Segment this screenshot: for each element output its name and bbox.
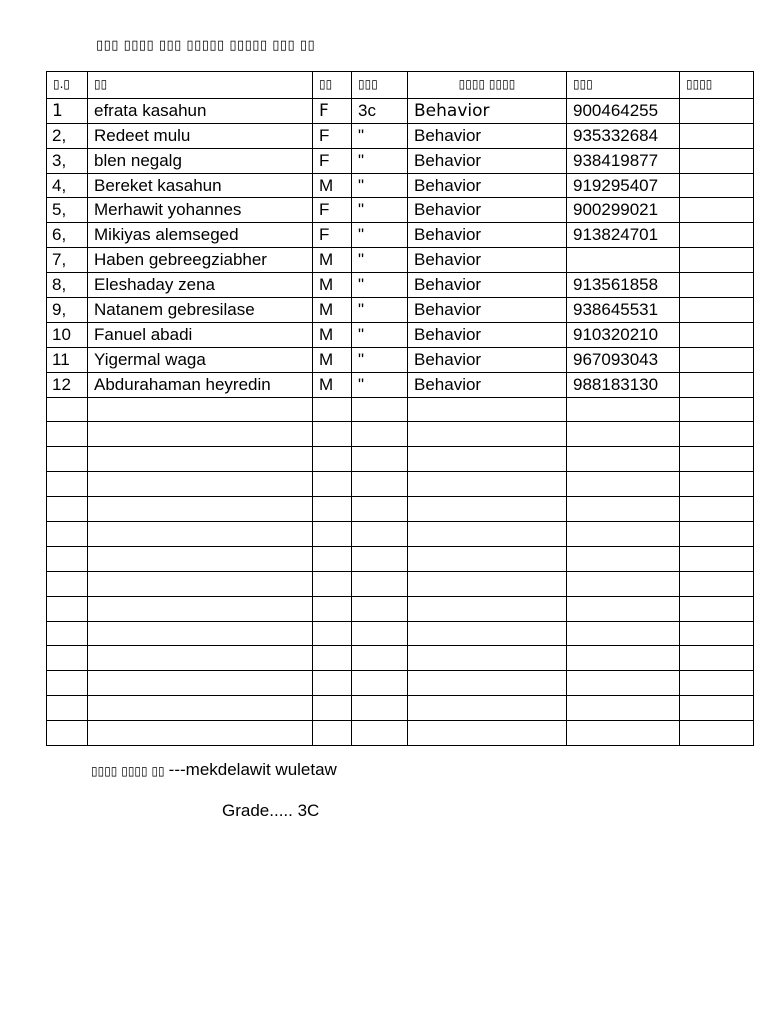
cell-phone: 919295407 xyxy=(567,173,680,198)
cell-sex: M xyxy=(313,248,352,273)
cell-number xyxy=(47,522,88,547)
cell-sex xyxy=(313,397,352,422)
cell-phone: 938419877 xyxy=(567,148,680,173)
cell-number: 12 xyxy=(47,372,88,397)
cell-grade: " xyxy=(352,123,408,148)
cell-grade xyxy=(352,397,408,422)
table-row xyxy=(47,646,754,671)
cell-phone xyxy=(567,447,680,472)
cell-phone: 967093043 xyxy=(567,347,680,372)
cell-name xyxy=(88,646,313,671)
cell-type: Behavior xyxy=(408,148,567,173)
cell-type: Behavior xyxy=(408,173,567,198)
cell-number: 7, xyxy=(47,248,88,273)
cell-remark xyxy=(680,546,754,571)
cell-number xyxy=(47,571,88,596)
table-row xyxy=(47,173,754,198)
cell-sex xyxy=(313,472,352,497)
cell-type xyxy=(408,621,567,646)
cell-name xyxy=(88,721,313,746)
cell-sex xyxy=(313,596,352,621)
cell-sex: M xyxy=(313,173,352,198)
cell-type xyxy=(408,546,567,571)
cell-sex xyxy=(313,621,352,646)
cell-phone xyxy=(567,248,680,273)
header-grade: ▯▯▯ xyxy=(352,72,408,99)
cell-remark xyxy=(680,298,754,323)
cell-remark xyxy=(680,422,754,447)
cell-remark xyxy=(680,173,754,198)
cell-remark xyxy=(680,522,754,547)
cell-type xyxy=(408,646,567,671)
cell-name: Haben gebreegziabher xyxy=(88,248,313,273)
cell-remark xyxy=(680,447,754,472)
student-table xyxy=(46,71,754,746)
table-header-row xyxy=(47,72,754,99)
cell-type xyxy=(408,571,567,596)
cell-grade xyxy=(352,571,408,596)
cell-type xyxy=(408,397,567,422)
cell-name: Eleshaday zena xyxy=(88,273,313,298)
cell-number xyxy=(47,596,88,621)
table-row xyxy=(47,696,754,721)
cell-remark xyxy=(680,397,754,422)
cell-grade xyxy=(352,596,408,621)
cell-remark xyxy=(680,696,754,721)
cell-name xyxy=(88,621,313,646)
cell-name: blen negalg xyxy=(88,148,313,173)
header-type: ▯▯▯▯ ▯▯▯▯ xyxy=(408,72,567,99)
cell-grade: " xyxy=(352,148,408,173)
table-row xyxy=(47,148,754,173)
cell-type xyxy=(408,596,567,621)
cell-name xyxy=(88,546,313,571)
cell-number xyxy=(47,696,88,721)
cell-sex xyxy=(313,546,352,571)
cell-phone xyxy=(567,397,680,422)
cell-grade: " xyxy=(352,322,408,347)
cell-name xyxy=(88,571,313,596)
cell-number: 5, xyxy=(47,198,88,223)
cell-phone xyxy=(567,696,680,721)
cell-number: 3, xyxy=(47,148,88,173)
cell-sex xyxy=(313,646,352,671)
cell-type xyxy=(408,522,567,547)
cell-number xyxy=(47,546,88,571)
cell-phone: 910320210 xyxy=(567,322,680,347)
cell-remark xyxy=(680,322,754,347)
cell-remark xyxy=(680,372,754,397)
cell-name: Yigermal waga xyxy=(88,347,313,372)
cell-name: Mikiyas alemseged xyxy=(88,223,313,248)
cell-remark xyxy=(680,621,754,646)
table-row xyxy=(47,721,754,746)
cell-number: 2, xyxy=(47,123,88,148)
cell-phone xyxy=(567,522,680,547)
cell-number xyxy=(47,646,88,671)
cell-name: Merhawit yohannes xyxy=(88,198,313,223)
cell-name xyxy=(88,522,313,547)
cell-grade xyxy=(352,696,408,721)
table-row xyxy=(47,273,754,298)
header-remark: ▯▯▯▯ xyxy=(680,72,754,99)
cell-sex xyxy=(313,447,352,472)
cell-remark xyxy=(680,223,754,248)
cell-number: 4, xyxy=(47,173,88,198)
cell-type: Behavior xyxy=(408,347,567,372)
cell-type: Behavior xyxy=(408,298,567,323)
cell-phone xyxy=(567,721,680,746)
cell-sex: M xyxy=(313,347,352,372)
cell-number: 9, xyxy=(47,298,88,323)
cell-type: Behavior xyxy=(408,223,567,248)
cell-name: Redeet mulu xyxy=(88,123,313,148)
cell-grade xyxy=(352,472,408,497)
cell-sex: M xyxy=(313,298,352,323)
cell-number xyxy=(47,397,88,422)
cell-phone xyxy=(567,571,680,596)
table-row xyxy=(47,522,754,547)
cell-phone: 988183130 xyxy=(567,372,680,397)
table-row xyxy=(47,298,754,323)
cell-name xyxy=(88,671,313,696)
table-row xyxy=(47,98,754,123)
header-name: ▯▯ xyxy=(88,72,313,99)
cell-type: Behavior xyxy=(408,322,567,347)
cell-remark xyxy=(680,273,754,298)
cell-name: efrata kasahun xyxy=(88,98,313,123)
cell-name: Natanem gebresilase xyxy=(88,298,313,323)
cell-type xyxy=(408,422,567,447)
cell-phone: 900299021 xyxy=(567,198,680,223)
cell-grade xyxy=(352,422,408,447)
table-row xyxy=(47,596,754,621)
cell-remark xyxy=(680,497,754,522)
cell-type xyxy=(408,696,567,721)
cell-name xyxy=(88,472,313,497)
cell-sex: M xyxy=(313,372,352,397)
cell-type: Behavior xyxy=(408,372,567,397)
cell-name xyxy=(88,497,313,522)
cell-sex xyxy=(313,571,352,596)
table-row xyxy=(47,123,754,148)
table-row xyxy=(47,347,754,372)
table-row xyxy=(47,546,754,571)
cell-grade: " xyxy=(352,372,408,397)
header-number: ▯.▯ xyxy=(47,72,88,99)
header-phone: ▯▯▯ xyxy=(567,72,680,99)
cell-grade: 3c xyxy=(352,98,408,123)
teacher-line xyxy=(91,760,337,780)
cell-name xyxy=(88,397,313,422)
cell-phone xyxy=(567,596,680,621)
cell-number: 1 xyxy=(47,98,88,123)
cell-type: Behavior xyxy=(408,123,567,148)
teacher-label: ▯▯▯▯ ▯▯▯▯ ▯▯ xyxy=(91,764,165,778)
cell-remark xyxy=(680,721,754,746)
table-row xyxy=(47,397,754,422)
cell-remark xyxy=(680,148,754,173)
cell-remark xyxy=(680,347,754,372)
table-row xyxy=(47,472,754,497)
cell-number xyxy=(47,422,88,447)
cell-name xyxy=(88,447,313,472)
cell-grade xyxy=(352,522,408,547)
cell-number: 6, xyxy=(47,223,88,248)
cell-number xyxy=(47,447,88,472)
cell-name: Abdurahaman heyredin xyxy=(88,372,313,397)
cell-remark xyxy=(680,248,754,273)
cell-number xyxy=(47,721,88,746)
cell-sex: F xyxy=(313,98,352,123)
cell-sex: F xyxy=(313,123,352,148)
cell-number xyxy=(47,497,88,522)
cell-sex xyxy=(313,696,352,721)
cell-grade: " xyxy=(352,273,408,298)
cell-grade xyxy=(352,447,408,472)
page-title: ▯▯▯ ▯▯▯▯ ▯▯▯ ▯▯▯▯▯ ▯▯▯▯▯ ▯▯▯ ▯▯ xyxy=(96,38,316,53)
cell-grade: " xyxy=(352,347,408,372)
cell-number xyxy=(47,472,88,497)
grade-line: Grade..... 3C xyxy=(222,801,320,820)
cell-grade xyxy=(352,671,408,696)
table-row xyxy=(47,223,754,248)
cell-type: Behavior xyxy=(408,98,567,123)
cell-type: Behavior xyxy=(408,273,567,298)
cell-grade xyxy=(352,721,408,746)
table-row xyxy=(47,671,754,696)
cell-type: Behavior xyxy=(408,198,567,223)
cell-name: Fanuel abadi xyxy=(88,322,313,347)
table-row xyxy=(47,198,754,223)
cell-phone: 900464255 xyxy=(567,98,680,123)
cell-phone xyxy=(567,497,680,522)
table-row xyxy=(47,422,754,447)
cell-number xyxy=(47,621,88,646)
cell-type xyxy=(408,447,567,472)
cell-grade xyxy=(352,546,408,571)
cell-type: Behavior xyxy=(408,248,567,273)
cell-phone: 913824701 xyxy=(567,223,680,248)
cell-phone xyxy=(567,546,680,571)
cell-grade: " xyxy=(352,173,408,198)
cell-phone xyxy=(567,472,680,497)
cell-sex: F xyxy=(313,148,352,173)
cell-grade: " xyxy=(352,198,408,223)
cell-sex: M xyxy=(313,273,352,298)
cell-phone xyxy=(567,671,680,696)
cell-grade: " xyxy=(352,298,408,323)
cell-sex xyxy=(313,497,352,522)
cell-sex: F xyxy=(313,223,352,248)
cell-grade xyxy=(352,646,408,671)
cell-name: Bereket kasahun xyxy=(88,173,313,198)
cell-number xyxy=(47,671,88,696)
table-row xyxy=(47,322,754,347)
cell-sex xyxy=(313,671,352,696)
cell-phone xyxy=(567,422,680,447)
cell-type xyxy=(408,472,567,497)
cell-remark xyxy=(680,671,754,696)
cell-remark xyxy=(680,646,754,671)
teacher-name: ---mekdelawit wuletaw xyxy=(168,760,337,779)
table-row xyxy=(47,571,754,596)
cell-grade xyxy=(352,497,408,522)
table-row xyxy=(47,447,754,472)
table-row xyxy=(47,248,754,273)
cell-name xyxy=(88,596,313,621)
cell-number: 8, xyxy=(47,273,88,298)
cell-number: 11 xyxy=(47,347,88,372)
cell-phone: 935332684 xyxy=(567,123,680,148)
cell-remark xyxy=(680,472,754,497)
header-sex: ▯▯ xyxy=(313,72,352,99)
cell-grade: " xyxy=(352,248,408,273)
cell-grade: " xyxy=(352,223,408,248)
cell-remark xyxy=(680,98,754,123)
cell-type xyxy=(408,671,567,696)
cell-sex xyxy=(313,522,352,547)
table-row xyxy=(47,497,754,522)
cell-type xyxy=(408,497,567,522)
cell-remark xyxy=(680,596,754,621)
cell-name xyxy=(88,696,313,721)
table-row xyxy=(47,621,754,646)
cell-type xyxy=(408,721,567,746)
cell-grade xyxy=(352,621,408,646)
table-row xyxy=(47,372,754,397)
cell-phone: 913561858 xyxy=(567,273,680,298)
cell-remark xyxy=(680,571,754,596)
cell-name xyxy=(88,422,313,447)
cell-phone: 938645531 xyxy=(567,298,680,323)
cell-phone xyxy=(567,646,680,671)
cell-sex: F xyxy=(313,198,352,223)
cell-sex xyxy=(313,422,352,447)
cell-sex: M xyxy=(313,322,352,347)
cell-remark xyxy=(680,123,754,148)
cell-remark xyxy=(680,198,754,223)
cell-phone xyxy=(567,621,680,646)
cell-sex xyxy=(313,721,352,746)
cell-number: 10 xyxy=(47,322,88,347)
